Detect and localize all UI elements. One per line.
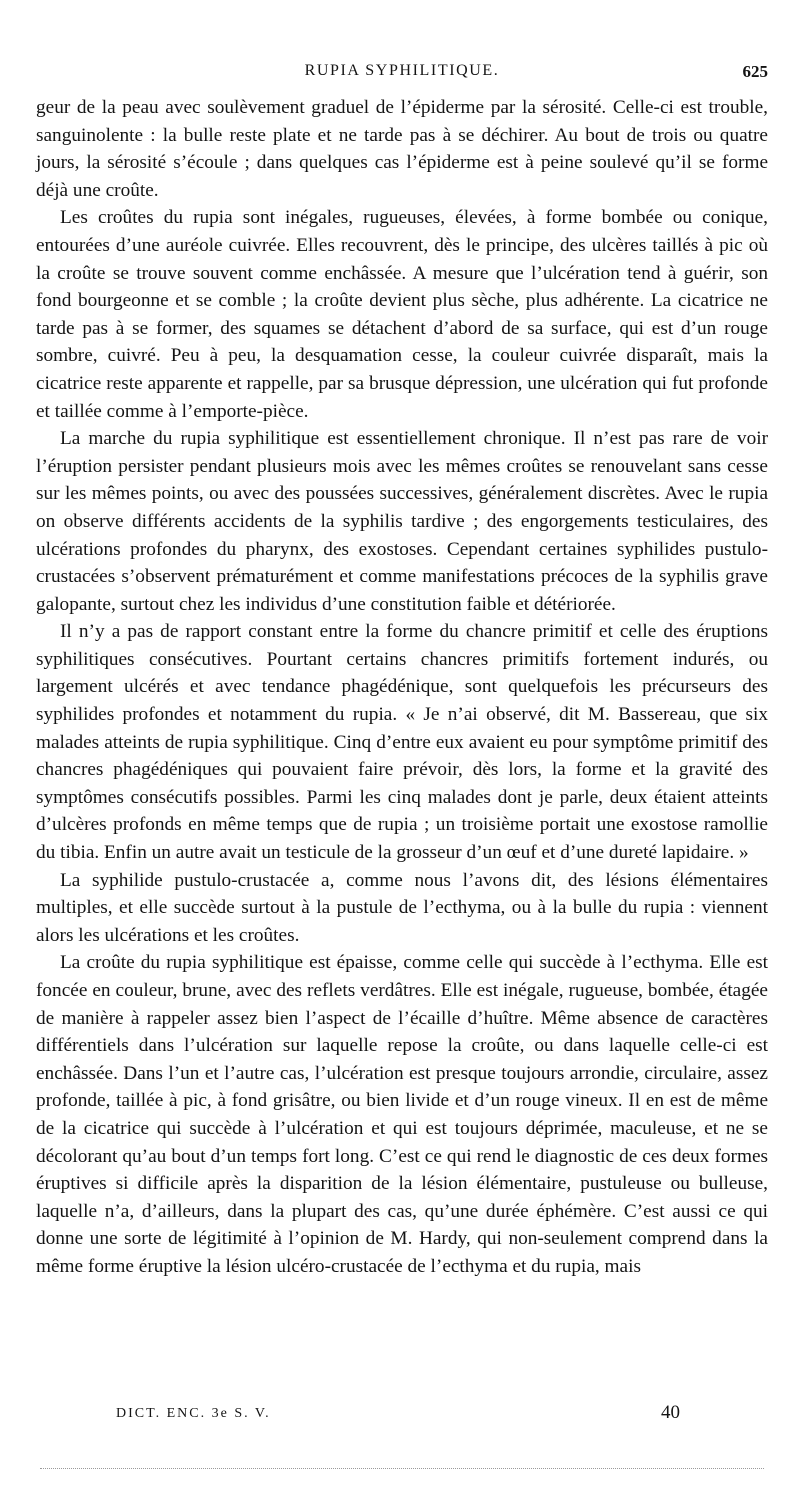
- paragraph: La croûte du rupia syphilitique est épaisse, comme celle qui succède à l’ecthyma. Elle est foncée en couleur, brune, avec des reflets verdâtres. Elle est inégale, rugueuse, bombée, étagée de manière à rappeler assez bien l’aspect de l’écaille d’huître. Même absence de caractères différentiels dans l’ulcération sur laquelle repose la croûte, ou dans laquelle celle-ci est enchâssée. Dans l’un et l’autre cas, l’ulcération est presque toujours arrondie, circulaire, assez profonde, taillée à pic, à fond grisâtre, ou bien livide et d’un rouge vineux. Il en est de même de la cicatrice qui succède à l’ulcération et qui est toujours déprimée, maculeuse, et ne se décolorant qu’au bout d’un temps fort long. C’est ce qui rend le diagnostic de ces deux formes éruptives si difficile après la disparition de la lésion élémentaire, pustuleuse ou bulleuse, laquelle n’a, d’ailleurs, dans la plupart des cas, qu’une durée éphémère. C’est aussi ce qui donne une sorte de légitimité à l’opinion de M. Hardy, qui non-seulement comprend dans la même forme éruptive la lésion ulcéro-crustacée de l’ecthyma et du rupia, mais: [36, 952, 768, 1277]
- body-text: [36, 94, 768, 1281]
- page-number: 625: [742, 62, 768, 81]
- running-header: [36, 62, 768, 86]
- page-footer: [116, 1402, 686, 1428]
- signature-number: 40: [661, 1402, 680, 1423]
- paragraph: La marche du rupia syphilitique est essentiellement chronique. Il n’est pas rare de voir l’éruption persister pendant plusieurs mois avec les mêmes croûtes se renouvelant sans cesse sur les mêmes points, ou avec des poussées successives, généralement discrètes. Avec le rupia on observe différents accidents de la syphilis tardive ; des engorgements testiculaires, des ulcérations profondes du pharynx, des exostoses. Cependant certaines syphilides pustulo-crustacées s’observent prématurément et comme manifestations précoces de la syphilis grave galopante, surtout chez les individus d’une constitution faible et détériorée.: [36, 428, 768, 615]
- paragraph: Il n’y a pas de rapport constant entre la forme du chancre primitif et celle des éruptions syphilitiques consécutives. Pourtant certains chancres primitifs fortement indurés, ou largement ulcérés et avec tendance phagédénique, sont quelquefois les précurseurs des syphilides profondes et notamment du rupia. « Je n’ai observé, dit M. Bassereau, que six malades atteints de rupia syphilitique. Cinq d’entre eux avaient eu pour symptôme primitif des chancres phagédéniques qui pouvaient faire prévoir, dès lors, la forme et la gravité des symptômes consécutifs possibles. Parmi les cinq malades dont je parle, deux étaient atteints d’ulcères profonds en même temps que de rupia ; un troisième portait une exostose ramollie du tibia. Enfin un autre avait un testicule de la grosseur d’un œuf et d’une dureté lapidaire. »: [36, 621, 768, 864]
- bottom-dotted-rule: [40, 1468, 764, 1469]
- running-title: RUPIA SYPHILITIQUE.: [304, 62, 500, 79]
- paragraph: Les croûtes du rupia sont inégales, rugueuses, élevées, à forme bombée ou conique, entourées d’une auréole cuivrée. Elles recouvrent, dès le principe, des ulcères taillés à pic où la croûte se trouve souvent comme enchâssée. A mesure que l’ulcération tend à guérir, son fond bourgeonne et se comble ; la croûte devient plus sèche, plus adhérente. La cicatrice ne tarde pas à se former, des squames se détachent d’abord de sa surface, qui est d’un rouge sombre, cuivré. Peu à peu, la desquamation cesse, la couleur cuivrée disparaît, mais la cicatrice reste apparente et rappelle, par sa brusque dépression, une ulcération qui fut profonde et taillée comme à l’emporte-pièce.: [36, 207, 768, 422]
- paragraph-continuation: geur de la peau avec soulèvement graduel de l’épiderme par la sérosité. Celle-ci est trouble, sanguinolente : la bulle reste plate et ne tarde pas à se déchirer. Au bout de trois ou quatre jours, la sérosité s’écoule ; dans quelques cas l’épiderme est à peine soulevé qu’il se forme déjà une croûte.: [36, 97, 768, 201]
- printer-signature: DICT. ENC. 3e S. V.: [116, 1406, 271, 1421]
- paragraph: La syphilide pustulo-crustacée a, comme nous l’avons dit, des lésions élémentaires multiples, et elle succède surtout à la pustule de l’ecthyma, ou à la bulle du rupia : viennent alors les ulcérations et les croûtes.: [36, 869, 768, 946]
